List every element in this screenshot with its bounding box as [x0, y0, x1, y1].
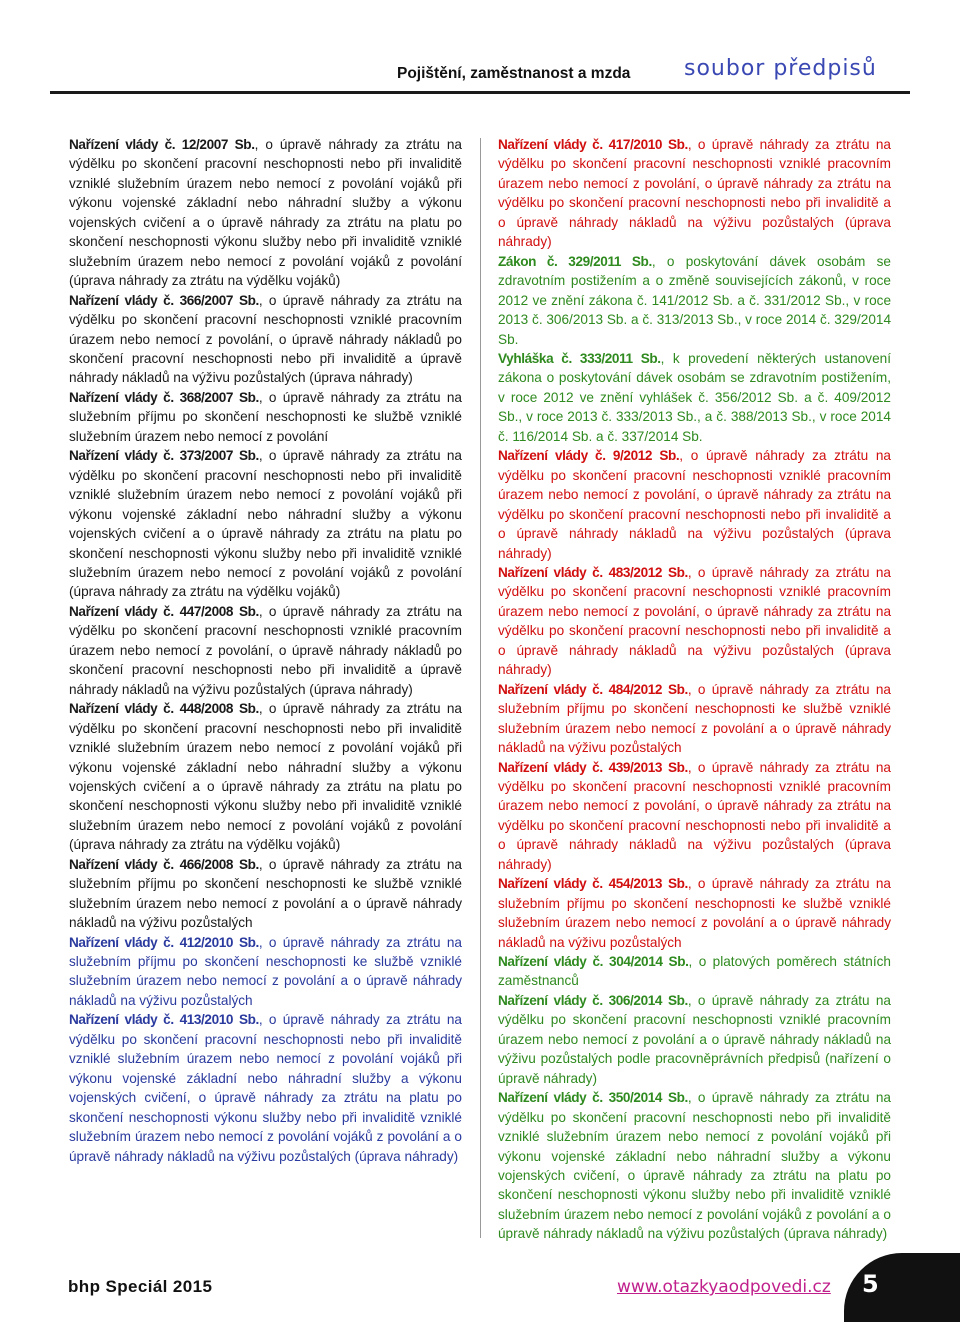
- brand-title: soubor předpisů: [684, 56, 877, 81]
- left-column: [69, 135, 462, 1166]
- regulation-title: Nařízení vlády č. 413/2010 Sb.: [69, 1012, 259, 1028]
- regulation-description: , o úpravě náhrady za ztrátu na výdělku po skončení pracovní neschopnosti vzniklé pracovním úrazem nebo nemocí z povolání, o úpravě náhrady za ztrátu na výdělku po skončení pracovní neschopnosti nebo při invaliditě a o úpravě náhrady nákladů na výživu pozůstalých (úprava náhrady): [498, 759, 891, 872]
- regulation-description: , o úpravě náhrady za ztrátu na výdělku po skončení pracovní neschopnosti nebo při invaliditě vzniklé služebním úrazem nebo nemocí z povolání vojáků při výkonu vojenské základní nebo náhradní služby a výkonu vojenských cvičení a o úpravě náhrady za ztrátu na platu po skončení neschopnosti výkonu služby nebo při invaliditě vzniklé služebním úrazem nebo nemocí z povolání vojáků z povolání (úprava náhrady za ztrátu na výdělku vojáků): [69, 137, 462, 289]
- regulation-description: , o úpravě náhrady za ztrátu na výdělku po skončení pracovní neschopnosti vzniklé pracovním úrazem nebo nemocí z povolání, o úpravě náhrady za ztrátu na výdělku po skončení pracovní neschopnosti nebo při invaliditě a o úpravě náhrady nákladů na výživu pozůstalých (úprava náhrady): [498, 448, 891, 561]
- regulation-entry: [498, 952, 891, 991]
- regulation-title: Nařízení vlády č. 304/2014 Sb.: [498, 954, 689, 970]
- regulation-title: Zákon č. 329/2011 Sb.: [498, 253, 652, 269]
- regulation-description: , k provedení některých ustanovení zákona o poskytování dávek osobám se zdravotním postižením, v roce 2012 ve znění vyhlášek č. 356/2012 Sb. a č. 409/2012 Sb., v roce 2013 č. 333/2013 Sb., a č. 388/2013 Sb., v roce 2014 č. 116/2014 Sb. a č. 337/2014 Sb.: [498, 350, 891, 444]
- regulation-title: Nařízení vlády č. 9/2012 Sb.: [498, 448, 680, 464]
- header-rule: [50, 91, 910, 94]
- regulation-title: Nařízení vlády č. 454/2013 Sb.: [498, 876, 688, 892]
- regulation-description: , o úpravě náhrady za ztrátu na služebním příjmu po skončení neschopnosti ke službě vzniklé služebním úrazem nebo nemocí z povolání a o úpravě náhrady nákladů na výživu pozůstalých: [69, 856, 462, 931]
- regulation-description: , o platových poměrech státních zaměstnanců: [498, 954, 891, 989]
- footer-brand: bhp Speciál 2015: [68, 1277, 213, 1296]
- page-header: [0, 56, 960, 90]
- page-number: 5: [862, 1270, 879, 1298]
- regulation-description: , o úpravě náhrady za ztrátu na výdělku po skončení pracovní neschopnosti nebo při invaliditě vzniklé služebním úrazem nebo nemocí z povolání vojáků při výkonu vojenské základní nebo náhradní služby a výkonu vojenských cvičení, o úpravě náhrady za ztrátu na platu po skončení neschopnosti výkonu služby nebo při invaliditě vzniklé služebním úrazem nebo nemocí z povolání vojáků z povolání a o úpravě náhrady nákladů na výživu pozůstalých (úprava náhrady): [498, 1090, 891, 1242]
- regulation-entry: [69, 602, 462, 699]
- regulation-entry: [498, 991, 891, 1088]
- regulation-entry: [498, 135, 891, 252]
- regulation-description: , o úpravě náhrady za ztrátu na výdělku po skončení pracovní neschopnosti vzniklé pracovním úrazem nebo nemocí z povolání, o úpravě náhrady nákladů po skončení pracovní neschopnosti nebo při invaliditě a úpravě náhrady nákladů na výživu pozůstalých (úprava náhrady): [69, 292, 462, 386]
- regulation-title: Nařízení vlády č. 448/2008 Sb.: [69, 701, 259, 717]
- regulation-title: Nařízení vlády č. 12/2007 Sb.: [69, 137, 255, 152]
- regulation-description: , o úpravě náhrady za ztrátu na služebním příjmu po skončení neschopnosti ke službě vzniklé služebním úrazem nebo nemocí z povolání a o úpravě náhrady nákladů na výživu pozůstalých: [69, 934, 462, 1008]
- regulation-description: , o úpravě náhrady za ztrátu na výdělku po skončení pracovní neschopnosti vzniklé pracovním úrazem nebo nemocí z povolání, o úpravě náhrady nákladů po skončení pracovní neschopnosti nebo při invaliditě a úpravě náhrady nákladů na výživu pozůstalých (úprava náhrady): [69, 603, 462, 697]
- regulation-title: Nařízení vlády č. 439/2013 Sb.: [498, 759, 688, 775]
- regulation-entry: [69, 1010, 462, 1166]
- regulation-entry: [69, 699, 462, 855]
- regulation-title: Nařízení vlády č. 306/2014 Sb.: [498, 992, 688, 1008]
- footer-link[interactable]: www.otazkyaodpovedi.cz: [617, 1277, 831, 1297]
- regulation-entry: [498, 446, 891, 563]
- regulation-entry: [498, 349, 891, 446]
- regulation-title: Nařízení vlády č. 466/2008 Sb.: [69, 856, 259, 872]
- regulation-title: Nařízení vlády č. 484/2012 Sb.: [498, 681, 688, 697]
- regulation-title: Nařízení vlády č. 412/2010 Sb.: [69, 934, 259, 950]
- regulation-entry: [498, 563, 891, 680]
- regulation-entry: [498, 874, 891, 952]
- regulation-entry: [498, 680, 891, 758]
- regulation-description: , o úpravě náhrady za ztrátu na služebním příjmu po skončení neschopnosti ke službě vzniklé služebním úrazem nebo nemocí z povolání a o úpravě náhrady nákladů na výživu pozůstalých: [498, 876, 891, 950]
- regulation-description: , o úpravě náhrady za ztrátu na výdělku po skončení pracovní neschopnosti vzniklé pracovním úrazem nebo nemocí z povolání a o úpravě náhrady nákladů na výživu pozůstalých podle pracovněprávních předpisů (nařízení o úpravě náhrady): [498, 992, 891, 1086]
- regulation-title: Nařízení vlády č. 483/2012 Sb.: [498, 564, 688, 580]
- right-column: [498, 135, 891, 1244]
- regulation-entry: [69, 135, 462, 291]
- regulation-title: Nařízení vlády č. 366/2007 Sb.: [69, 292, 259, 308]
- regulation-description: , o úpravě náhrady za ztrátu na výdělku po skončení pracovní neschopnosti vzniklé pracovním úrazem nebo nemocí z povolání, o úpravě náhrady za ztrátu na výdělku po skončení pracovní neschopnosti nebo při invaliditě a o úpravě náhrady nákladů na výživu pozůstalých (úprava náhrady): [498, 137, 891, 250]
- regulation-title: Nařízení vlády č. 447/2008 Sb.: [69, 603, 259, 619]
- regulation-entry: [69, 446, 462, 602]
- regulation-description: , o úpravě náhrady za ztrátu na výdělku po skončení pracovní neschopnosti nebo při invaliditě vzniklé služebním úrazem nebo nemocí z povolání vojáků při výkonu vojenské základní nebo náhradní služby a výkonu vojenských cvičení a o úpravě náhrady za ztrátu na platu po skončení neschopnosti výkonu služby nebo při invaliditě vzniklé služebním úrazem nebo nemocí z povolání vojáků z povolání (úprava náhrady za ztrátu na výdělku vojáků): [69, 448, 462, 600]
- regulation-description: , o úpravě náhrady za ztrátu na výdělku po skončení pracovní neschopnosti vzniklé pracovním úrazem nebo nemocí z povolání, o úpravě náhrady za ztrátu na výdělku po skončení pracovní neschopnosti nebo při invaliditě a o úpravě náhrady nákladů na výživu pozůstalých (úprava náhrady): [498, 564, 891, 678]
- regulation-description: , o úpravě náhrady za ztrátu na výdělku po skončení pracovní neschopnosti nebo při invaliditě vzniklé služebním úrazem nebo nemocí z povolání vojáků při výkonu vojenské základní nebo náhradní služby a výkonu vojenských cvičení, o úpravě náhrady za ztrátu na platu po skončení neschopnosti výkonu služby nebo při invaliditě vzniklé služebním úrazem nebo nemocí z povolání vojáků z povolání a o úpravě náhrady nákladů na výživu pozůstalých (úprava náhrady): [69, 1012, 462, 1164]
- regulation-entry: [498, 1088, 891, 1244]
- regulation-description: , o poskytování dávek osobám se zdravotním postižením a o změně souvisejících zákonů, v roce 2012 ve znění zákona č. 141/2012 Sb. a č. 331/2012 Sb., v roce 2013 č. 306/2013 Sb. a č. 313/2013 Sb., v roce 2014 č. 329/2014 Sb.: [498, 253, 892, 347]
- regulation-entry: [498, 758, 891, 875]
- regulation-entry: [498, 252, 891, 349]
- regulation-entry: [69, 855, 462, 933]
- column-divider: [480, 138, 481, 1238]
- regulation-description: , o úpravě náhrady za ztrátu na služebním příjmu po skončení neschopnosti ke službě vzniklé služebním úrazem nebo nemocí z povolání: [69, 389, 462, 444]
- regulation-title: Nařízení vlády č. 368/2007 Sb.: [69, 389, 259, 405]
- regulation-title: Nařízení vlády č. 373/2007 Sb.: [69, 448, 259, 464]
- regulation-description: , o úpravě náhrady za ztrátu na výdělku po skončení pracovní neschopnosti nebo při invaliditě vzniklé služebním úrazem nebo nemocí z povolání vojáků při výkonu vojenské základní nebo náhradní služby a výkonu vojenských cvičení a o úpravě náhrady za ztrátu na platu po skončení neschopnosti výkonu služby nebo při invaliditě vzniklé služebním úrazem nebo nemocí z povolání vojáků z povolání (úprava náhrady za ztrátu na výdělku vojáků): [69, 701, 462, 853]
- regulation-description: , o úpravě náhrady za ztrátu na služebním příjmu po skončení neschopnosti ke službě vzniklé služebním úrazem nebo nemocí z povolání a o úpravě náhrady nákladů na výživu pozůstalých: [498, 681, 891, 756]
- regulation-title: Vyhláška č. 333/2011 Sb.: [498, 350, 661, 366]
- regulation-title: Nařízení vlády č. 350/2014 Sb.: [498, 1090, 688, 1106]
- regulation-entry: [69, 933, 462, 1011]
- regulation-title: Nařízení vlády č. 417/2010 Sb.: [498, 137, 688, 152]
- regulation-entry: [69, 291, 462, 388]
- regulation-entry: [69, 388, 462, 446]
- section-title: Pojištění, zaměstnanost a mzda: [397, 65, 631, 82]
